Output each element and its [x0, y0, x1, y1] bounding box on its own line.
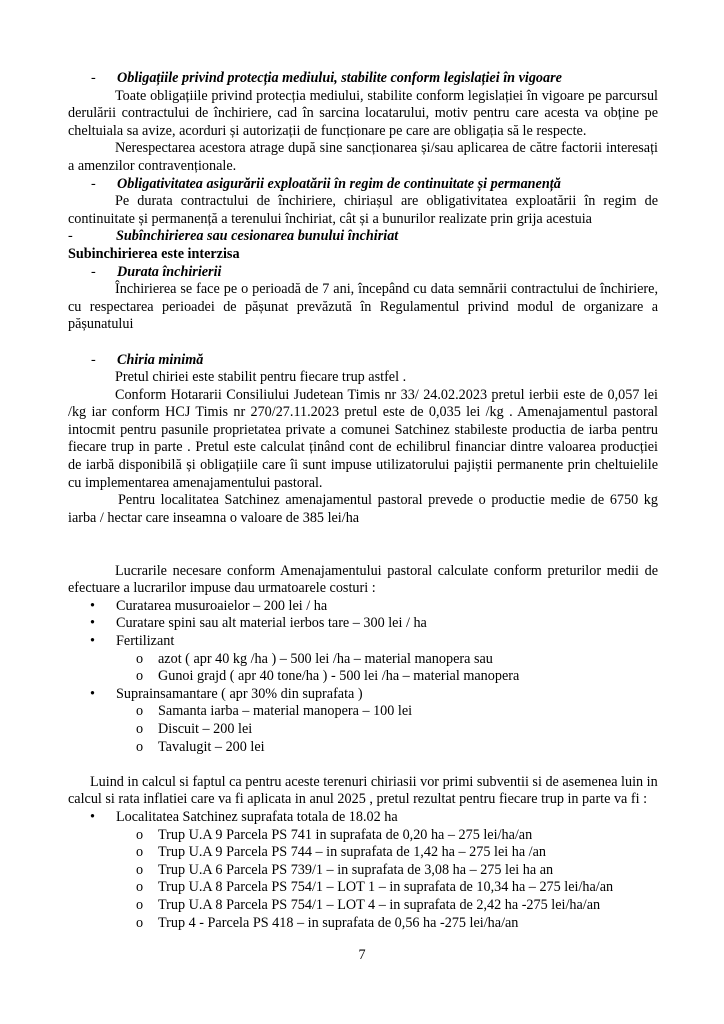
section-heading-continuitate	[68, 176, 658, 194]
sublist-item: Samanta iarba – material manopera – 100 lei	[158, 703, 413, 720]
list-item	[68, 686, 658, 756]
circle-marker: o	[136, 703, 144, 720]
circle-marker: o	[136, 879, 144, 896]
section-heading-subinchiriere	[68, 228, 658, 246]
bullet-marker: •	[90, 685, 95, 702]
dash-marker: -	[91, 263, 96, 280]
circle-marker: o	[136, 720, 144, 737]
trup-item: Trup 4 - Parcela PS 418 – in suprafata de 0,56 ha -275 lei/ha/an	[158, 914, 519, 931]
dash-marker: -	[68, 228, 73, 245]
circle-marker: o	[136, 861, 144, 878]
list-item	[68, 598, 658, 616]
blank-line	[68, 756, 658, 774]
paragraph: Toate obligațiile privind protecția mediului, stabilite conform legislației în vigoare pe parcursul derulării contractului de închiriere, cad în sarcina locatarului, motiv pentru care acesta va obține pe cheltuiala sa avize, acorduri și autorizații de funcționare pe care are obligația să le respecte.	[68, 87, 658, 139]
paragraph: Conform Hotararii Consiliului Judetean Timis nr 33/ 24.02.2023 pretul ierbii este de 0,057 lei /kg iar conform HCJ Timis nr 270/27.11.2023 pretul este de 0,035 lei /kg . Amenajamentul pastoral intocmit pentru pasunile proprietatea private a comunei Satchinez stabileste productia de iarba pentru fiecare trup in parte . Pretul este calculat ținând cont de echilibrul financiar dintre valoarea producției de iarbă disponibilă și obligațiile care îi sunt impuse utilizatorului pajiștii permanente prin cheltuielile cu implementarea amenajamentului pastoral.	[68, 386, 658, 491]
blank-line	[68, 527, 658, 545]
sublist-item: azot ( apr 40 kg /ha ) – 500 lei /ha – material manopera sau	[158, 650, 493, 667]
list-item	[68, 809, 658, 932]
heading-text: Chiria minimă	[117, 351, 204, 368]
paragraph: Închirierea se face pe o perioadă de 7 ani, începând cu data semnării contractului de închiriere, cu respectarea perioadei de pășunat prevăzută în Regulamentul privind modul de organizare a pășunatului	[68, 281, 658, 333]
bullet-marker: •	[90, 808, 95, 825]
sublist-item: Gunoi grajd ( apr 40 tone/ha ) - 500 lei /ha – material manopera	[158, 668, 520, 685]
section-heading-durata	[68, 264, 658, 282]
bullet-marker: •	[90, 597, 95, 614]
document-page	[68, 70, 658, 932]
page-number: 7	[358, 947, 366, 963]
bullet-marker: •	[90, 633, 95, 649]
list-item-label: Suprainsamantare ( apr 30% din suprafata )	[116, 685, 363, 702]
trup-item: Trup U.A 9 Parcela PS 744 – in suprafata de 1,42 ha – 275 lei ha /an	[158, 844, 546, 861]
list-item-label: Curatarea musuroaielor – 200 lei / ha	[116, 597, 328, 614]
dash-marker: -	[91, 70, 96, 86]
circle-marker: o	[136, 844, 144, 861]
heading-text: Subînchirierea sau cesionarea bunului închiriat	[116, 228, 399, 245]
circle-marker: o	[136, 914, 144, 931]
heading-text: Obligativitatea asigurării exploatării în regim de continuitate și permanență	[117, 175, 561, 192]
paragraph: Pretul chiriei este stabilit pentru fiecare trup astfel .	[115, 369, 407, 386]
pret-list	[68, 809, 658, 932]
paragraph: Lucrarile necesare conform Amenajamentului pastoral calculate conform preturilor medii de efectuare a lucrarilor impuse dau urmatoarele costuri :	[68, 562, 658, 597]
circle-marker: o	[136, 896, 144, 913]
list-item-label: Localitatea Satchinez suprafata totala de 18.02 ha	[116, 808, 398, 825]
heading-text: Durata închirierii	[117, 263, 222, 280]
paragraph: Nerespectarea acestora atrage după sine sancționarea și/sau aplicarea de către factorii interesați a amenzilor contravenționale.	[68, 140, 658, 174]
trup-item: Trup U.A 8 Parcela PS 754/1 – LOT 4 – in suprafata de 2,42 ha -275 lei/ha/an	[158, 896, 601, 913]
list-item-label: Fertilizant	[116, 633, 175, 649]
list-item	[68, 633, 658, 686]
circle-marker: o	[136, 738, 144, 755]
bullet-marker: •	[90, 615, 95, 632]
paragraph: Pentru localitatea Satchinez amenajamentul pastoral prevede o productie medie de 6750 kg iarba / hectar care inseamna o valoare de 385 lei/ha	[68, 492, 658, 526]
trup-item: Trup U.A 8 Parcela PS 754/1 – LOT 1 – in suprafata de 10,34 ha – 275 lei/ha/an	[158, 879, 614, 896]
trup-item: Trup U.A 6 Parcela PS 739/1 – in suprafata de 3,08 ha – 275 lei ha an	[158, 861, 554, 878]
sublist-item: Discuit – 200 lei	[158, 720, 253, 737]
circle-marker: o	[136, 650, 144, 667]
lucrari-list	[68, 598, 658, 756]
list-item-label: Curatare spini sau alt material ierbos tare – 300 lei / ha	[116, 615, 427, 632]
list-item	[68, 615, 658, 633]
section-heading-mediu	[68, 70, 658, 88]
heading-text: Obligațiile privind protecția mediului, stabilite conform legislației în vigoare	[117, 70, 562, 86]
sublist-item: Tavalugit – 200 lei	[158, 738, 265, 755]
paragraph: Pe durata contractului de închiriere, chiriașul are obligativitatea exploatării în regim de continuitate și permanență a terenului închiriat, cât și a bunurilor realizate prin grija acestuia	[68, 193, 658, 227]
circle-marker: o	[136, 826, 144, 843]
bold-note: Subinchirierea este interzisa	[68, 245, 240, 262]
blank-line	[68, 334, 658, 352]
paragraph: Luind in calcul si faptul ca pentru aceste terenuri chiriasii vor primi subventii si de asemenea luin in calcul si rata inflatiei care va fi aplicata in anul 2025 , pretul rezultat pentru fiecare trup in parte va fi :	[68, 773, 658, 808]
section-heading-chiria	[68, 352, 658, 370]
trup-item: Trup U.A 9 Parcela PS 741 in suprafata de 0,20 ha – 275 lei/ha/an	[158, 826, 533, 843]
dash-marker: -	[91, 175, 96, 192]
dash-marker: -	[91, 351, 96, 368]
circle-marker: o	[136, 668, 144, 685]
blank-line	[68, 545, 658, 563]
